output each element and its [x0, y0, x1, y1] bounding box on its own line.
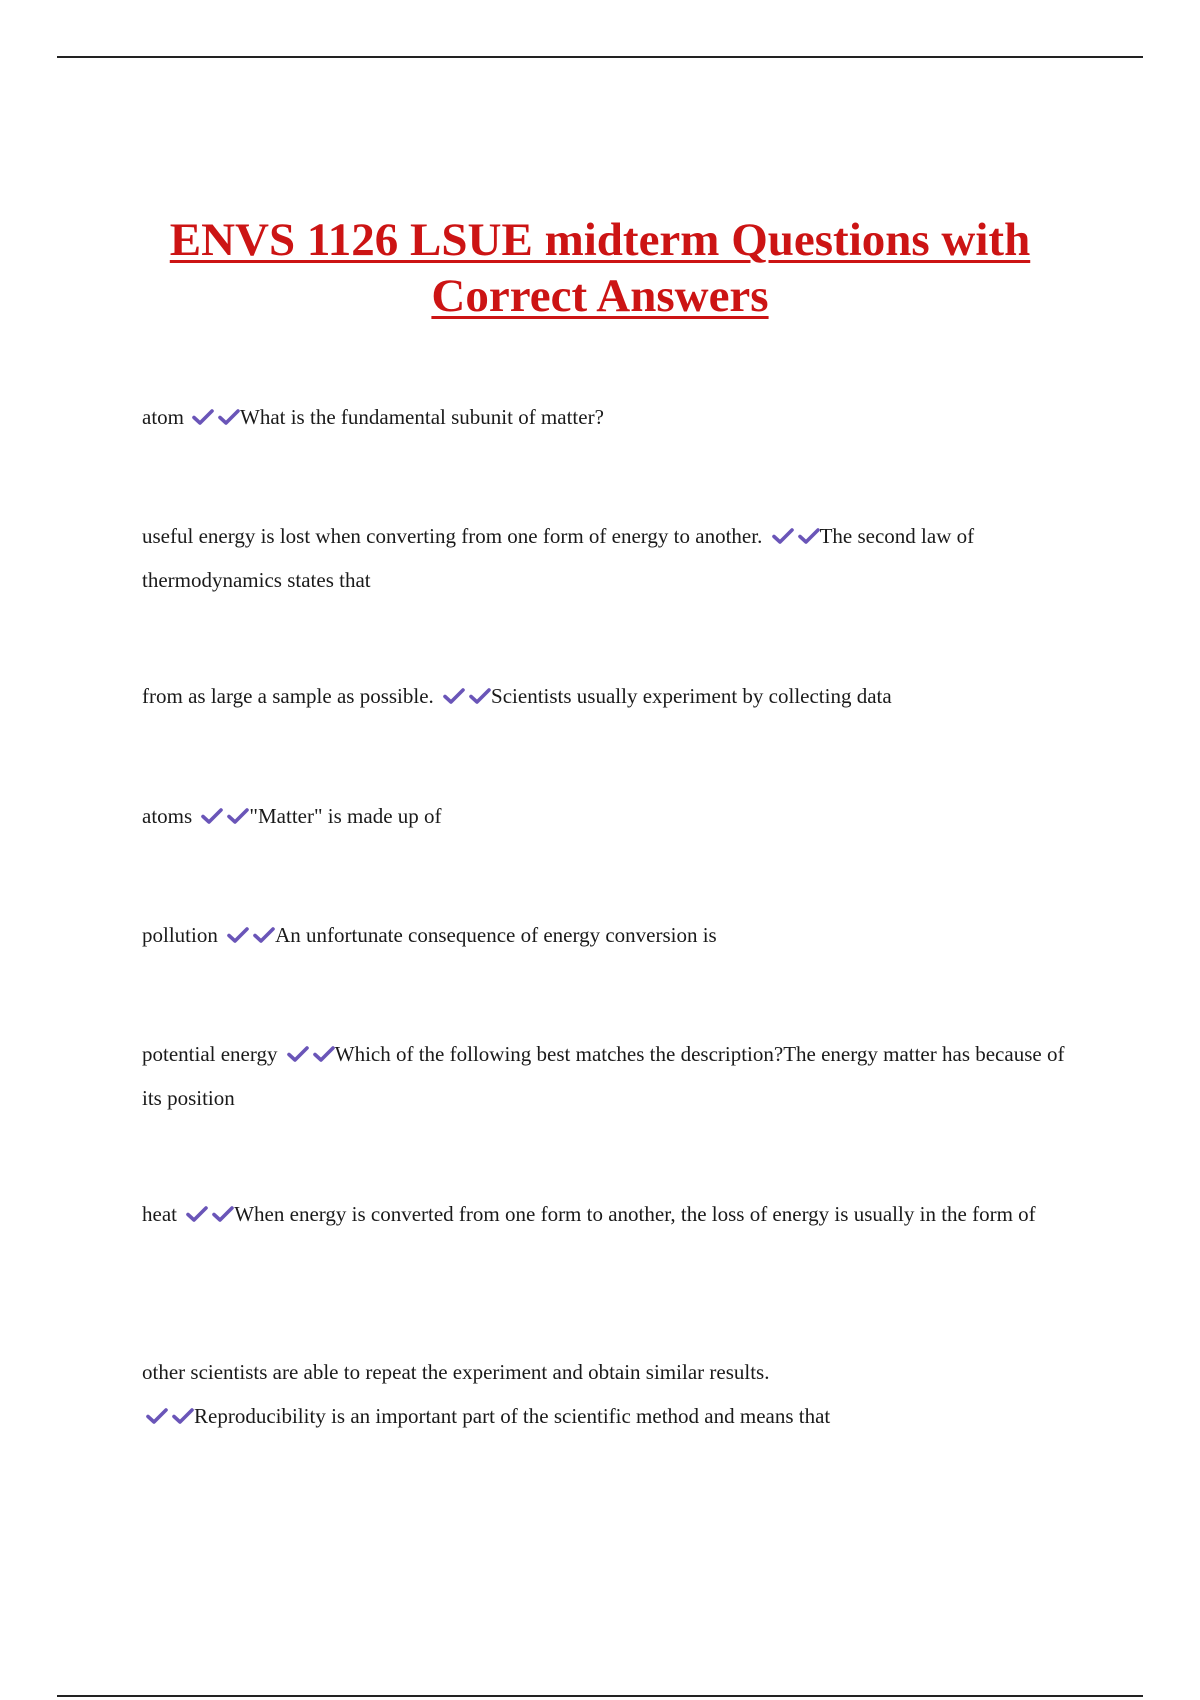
check-marks: [142, 1404, 194, 1428]
answer-text: atom: [142, 405, 184, 429]
check-marks: [182, 1202, 234, 1226]
document-title: ENVS 1126 LSUE midterm Questions with Correct Answers: [169, 214, 1031, 322]
check-icon: [253, 926, 275, 944]
qa-item: [142, 794, 1072, 838]
check-marks: [188, 405, 240, 429]
answer-text: useful energy is lost when converting from one form of energy to another.: [142, 524, 763, 548]
question-text: What is the fundamental subunit of matter?: [240, 405, 604, 429]
check-icon: [772, 527, 794, 545]
check-marks: [283, 1042, 335, 1066]
check-icon: [186, 1205, 208, 1223]
answer-text: from as large a sample as possible.: [142, 684, 434, 708]
check-icon: [443, 687, 465, 705]
question-text: Which of the following best matches the description?The energy matter has because of its position: [142, 1042, 1065, 1110]
check-icon: [146, 1407, 168, 1425]
check-icon: [218, 408, 240, 426]
check-icon: [212, 1205, 234, 1223]
check-icon: [313, 1045, 335, 1063]
check-icon: [227, 926, 249, 944]
check-icon: [469, 687, 491, 705]
qa-item: [142, 913, 1072, 957]
answer-text: heat: [142, 1202, 177, 1226]
check-marks: [223, 923, 275, 947]
qa-item: [142, 674, 1072, 718]
check-icon: [287, 1045, 309, 1063]
bottom-rule: [57, 1695, 1143, 1697]
question-text: Scientists usually experiment by collecting data: [491, 684, 892, 708]
check-icon: [172, 1407, 194, 1425]
qa-item: [142, 1032, 1072, 1120]
check-icon: [201, 807, 223, 825]
check-icon: [227, 807, 249, 825]
question-text: "Matter" is made up of: [249, 804, 442, 828]
question-text: Reproducibility is an important part of the scientific method and means that: [194, 1404, 831, 1428]
question-text: The second law of thermodynamics states that: [142, 524, 975, 592]
question-text: An unfortunate consequence of energy conversion is: [275, 923, 717, 947]
qa-item: [142, 514, 1072, 602]
qa-item: [142, 1350, 1072, 1438]
question-text: When energy is converted from one form to another, the loss of energy is usually in the form of: [234, 1202, 1036, 1226]
check-icon: [192, 408, 214, 426]
answer-text: atoms: [142, 804, 193, 828]
check-icon: [798, 527, 820, 545]
qa-item: [142, 1192, 1072, 1236]
qa-item: [142, 395, 1072, 439]
check-marks: [197, 804, 249, 828]
answer-text: pollution: [142, 923, 218, 947]
answer-text: potential energy: [142, 1042, 278, 1066]
check-marks: [768, 524, 820, 548]
answer-text: other scientists are able to repeat the experiment and obtain similar results.: [142, 1360, 770, 1384]
check-marks: [439, 684, 491, 708]
top-rule: [57, 56, 1143, 58]
